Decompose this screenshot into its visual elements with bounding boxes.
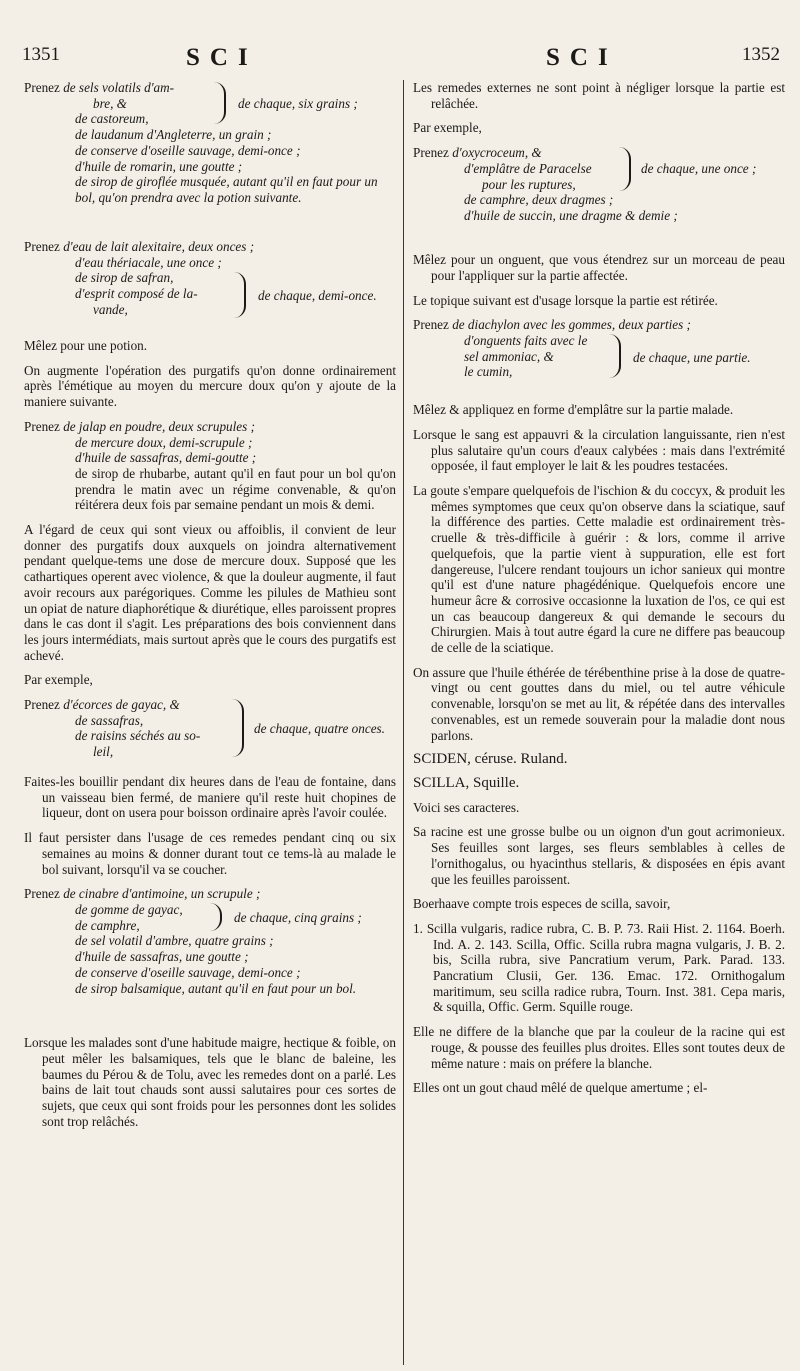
- paragraph: Elles ont un gout chaud mêlé de quelque amertume ; el-: [413, 1080, 708, 1096]
- running-title-left: SCI: [186, 44, 258, 71]
- ingredient: de sirop de rhubarbe, autant qu'il en faut pour un bol qu'on prendra le matin avec un régime convenable, & qu'on réitérera deux fois par semaine pendant un mois & demi.: [75, 465, 396, 513]
- ingredient: de sels volatils d'am-: [63, 80, 175, 95]
- paragraph: Lorsque les malades sont d'une habitude maigre, hectique & foible, on peut mêler les balsamiques, tels que le blanc de baleine, les baumes du Pérou & de Tolu, avec les remedes dont on a parlé. Les bains de lait tout chauds sont aussi salutaires pour ces sortes de sujets, que ceux qui sont froids pour les personnes dont les solides sont trop relâchés.: [24, 1035, 396, 1129]
- paragraph: On augmente l'opération des purgatifs qu'on donne ordinairement après l'émétique au moyen du mercure doux qu'on y ajoute de la maniere suivante.: [24, 362, 396, 410]
- ingredient: de laudanum d'Angleterre, un grain ;: [75, 127, 272, 143]
- ingredient: de sassafras,: [75, 712, 144, 728]
- paragraph: Boerhaave compte trois especes de scilla, savoir,: [413, 896, 671, 912]
- entry-heading-scilla: SCILLA, Squille.: [413, 774, 520, 791]
- ingredient: leil,: [93, 744, 114, 760]
- ingredient: de cinabre d'antimoine, un scrupule ;: [63, 886, 261, 902]
- entry-heading-sciden: SCIDEN, céruse. Ruland.: [413, 751, 568, 768]
- paragraph: Mêlez pour une potion.: [24, 338, 148, 353]
- prescription-7: [413, 317, 785, 393]
- prenez-label: Prenez: [24, 418, 60, 434]
- brace-mark: [619, 147, 631, 191]
- ingredient: d'eau thériacale, une once ;: [75, 254, 222, 270]
- right-column: [413, 80, 785, 1105]
- ingredient: d'eau de lait alexitaire, deux onces ;: [63, 239, 255, 254]
- ingredient: de raisins séchés au so-: [75, 728, 201, 744]
- brace-dose: de chaque, une once ;: [641, 161, 757, 177]
- paragraph: Par exemple,: [24, 672, 93, 688]
- paragraph: La goute s'empare quelquefois de l'ischion & du coccyx, & produit les mêmes symptomes que ceux qu'on observe dans la sciatique, sauf la différence des parties. Cette maladie est ordinairement très-cruelle & très-difficile à guérir : & lors, comme il arrive quelquefois, que la partie vient à suppuration, elle est fort dangereuse, l'ulcere rendant toujours un ichor sanieux qui montre qu'il est d'une nature phagédénique. Quelquefois encore une humeur âcre & corrosive occasionne la luxation de l'os, ce qui est un cas beaucoup dangereux & qui demande le secours du Chirurgien. Mais à tout autre égard la cure ne differe pas beaucoup de celle de la sciatique.: [413, 483, 785, 656]
- ingredient: de conserve d'oseille sauvage, demi-once ;: [75, 964, 301, 980]
- brace-mark: [214, 82, 226, 124]
- brace-dose: de chaque, quatre onces.: [254, 721, 385, 737]
- running-title-right: SCI: [546, 44, 618, 71]
- ingredient: d'huile de sassafras, une goutte ;: [75, 949, 249, 965]
- page-number-left: 1351: [22, 44, 60, 65]
- prescription-2: [24, 239, 396, 329]
- ingredient: pour les ruptures,: [482, 176, 576, 192]
- paragraph: Lorsque le sang est appauvri & la circulation languissante, rien n'est plus salutaire qu'un cours d'eaux calybées : mais dans l'extrémité opposée, il faut employer le lait & les poudres testacées.: [413, 426, 785, 474]
- ingredient: d'écorces de gayac, &: [63, 697, 180, 713]
- prenez-label: Prenez: [413, 145, 449, 161]
- left-column: [24, 80, 396, 1139]
- ingredient: d'huile de romarin, une goutte ;: [75, 158, 243, 174]
- ingredient: d'huile de sassafras, demi-goutte ;: [75, 450, 257, 466]
- paragraph: On assure que l'huile éthérée de térébenthine prise à la dose de quatre-vingt ou cent gouttes dans du miel, ou tel autre véhicule convenable, lorsqu'on se met au lit, & répétée dans des intervalles convenables, est un remede souverain pour la maladie dont nous parlons.: [413, 664, 785, 743]
- paragraph: A l'égard de ceux qui sont vieux ou affoiblis, il convient de leur donner des purgatifs doux auxquels on joindra alternativement pendant quelque-tems une dose de mercure doux. Supposé que les cathartiques operent avec violence, & que la douleur augmente, il faut avoir recours aux parégoriques. Comme les pilules de Mathieu sont un opiat de nature diaphorétique & diurétique, elles paroissent propres dans le cas dont il s'agit. Les préparations des bois conviennent dans les jours intermédiats, mais surtout après que le cours des purgatifs est achevé.: [24, 522, 396, 663]
- ingredient: de diachylon avec les gommes, deux parties ;: [452, 317, 691, 333]
- ingredient: de camphre, deux dragmes ;: [464, 192, 614, 208]
- column-divider: [403, 80, 404, 1365]
- ingredient: de sirop de safran,: [75, 270, 174, 286]
- brace-dose: de chaque, cinq grains ;: [234, 910, 362, 926]
- ingredient: d'huile de succin, une dragme & demie ;: [464, 207, 678, 223]
- paragraph: Mêlez pour un onguent, que vous étendrez sur un morceau de peau pour l'appliquer sur la partie affectée.: [413, 252, 785, 283]
- paragraph: Sa racine est une grosse bulbe ou un oignon d'un gout acrimonieux. Ses feuilles sont larges, ses fleurs semblables à celles de l'ornithogalus, ou hyacinthus stellaris, & disposées en épis avant que les feuilles paroissent.: [413, 824, 785, 887]
- prescription-3: [24, 419, 396, 513]
- ingredient: sel ammoniac, &: [464, 348, 554, 364]
- page-number-right: 1352: [742, 44, 780, 65]
- paragraph: Les remedes externes ne sont point à négliger lorsque la partie est relâchée.: [413, 80, 785, 111]
- prenez-label: Prenez: [413, 317, 449, 333]
- ingredient: d'oxycroceum, &: [452, 145, 542, 161]
- brace-dose: de chaque, une partie.: [633, 350, 751, 366]
- ingredient: de conserve d'oseille sauvage, demi-once ;: [75, 142, 301, 158]
- prenez-label: Prenez: [24, 697, 60, 713]
- brace-mark: [234, 272, 246, 318]
- paragraph: Par exemple,: [413, 120, 482, 136]
- paragraph: Faites-les bouillir pendant dix heures dans de l'eau de fontaine, dans un vaisseau bien fermé, de maniere qu'il reste huit chopines de liqueur, dont on usera pour boisson ordinaire après l'avoir coulée.: [24, 774, 396, 821]
- ingredient: bre, &: [93, 95, 127, 111]
- prescription-5: [24, 886, 396, 1026]
- paragraph: Le topique suivant est d'usage lorsque la partie est rétirée.: [413, 292, 718, 308]
- ingredient: de gomme de gayac,: [75, 901, 183, 917]
- ingredient: de mercure doux, demi-scrupule ;: [75, 434, 253, 450]
- prescription-1: [24, 80, 396, 230]
- brace-mark: [609, 334, 621, 378]
- brace-dose: de chaque, demi-once.: [258, 288, 377, 303]
- prenez-label: Prenez: [24, 886, 60, 902]
- ingredient: d'onguents faits avec le: [464, 332, 588, 348]
- ingredient: le cumin,: [464, 364, 513, 380]
- paragraph: Il faut persister dans l'usage de ces remedes pendant cinq ou six semaines au moins & donner durant tout ce tems-là au malade le bol suivant, lorsqu'il va se coucher.: [24, 830, 396, 877]
- ingredient: de camphre,: [75, 917, 140, 933]
- ingredient: vande,: [93, 301, 128, 317]
- ingredient: d'esprit composé de la-: [75, 286, 198, 302]
- ingredient: de jalap en poudre, deux scrupules ;: [63, 418, 255, 434]
- ingredient: de sel volatil d'ambre, quatre grains ;: [75, 933, 274, 949]
- brace-mark: [232, 699, 244, 757]
- ingredient: d'emplâtre de Paracelse: [464, 160, 592, 176]
- paragraph: Voici ses caracteres.: [413, 799, 520, 815]
- prenez-label: Prenez: [24, 239, 60, 254]
- ingredient: de sirop balsamique, autant qu'il en faut pour un bol.: [75, 980, 357, 996]
- species-list-item: 1. Scilla vulgaris, radice rubra, C. B. P. 73. Raii Hist. 2. 1164. Boerh. Ind. A. 2. 143. Scilla, Offic. Scilla rubra magna vulgaris, J. B. 2. bis, Scilla rubra, sive Pancratium verum, Park. Parad. 133. Pancratium Clusii, Ger. 136. Emac. 172. Ornithogalum maritimum, seu scilla radice rubra, Tourn. Inst. 381. Cepa maris, & squilla, Offic. Germ. Squille rouge.: [413, 920, 785, 1015]
- paragraph: Elle ne differe de la blanche que par la couleur de la racine qui est rouge, & pousse des feuilles plus droites. Elles sont toutes deux de même nature : mais on préfere la blanche.: [413, 1024, 785, 1071]
- prescription-6: [413, 145, 785, 243]
- paragraph: Mêlez & appliquez en forme d'emplâtre sur la partie malade.: [413, 402, 734, 418]
- prenez-label: Prenez: [24, 80, 60, 95]
- prescription-4: [24, 697, 396, 765]
- ingredient: de castoreum,: [75, 111, 149, 127]
- ingredient: de sirop de giroflée musquée, autant qu'il en faut pour un bol, qu'on prendra avec la potion suivante.: [75, 174, 378, 205]
- brace-dose: de chaque, six grains ;: [238, 96, 358, 111]
